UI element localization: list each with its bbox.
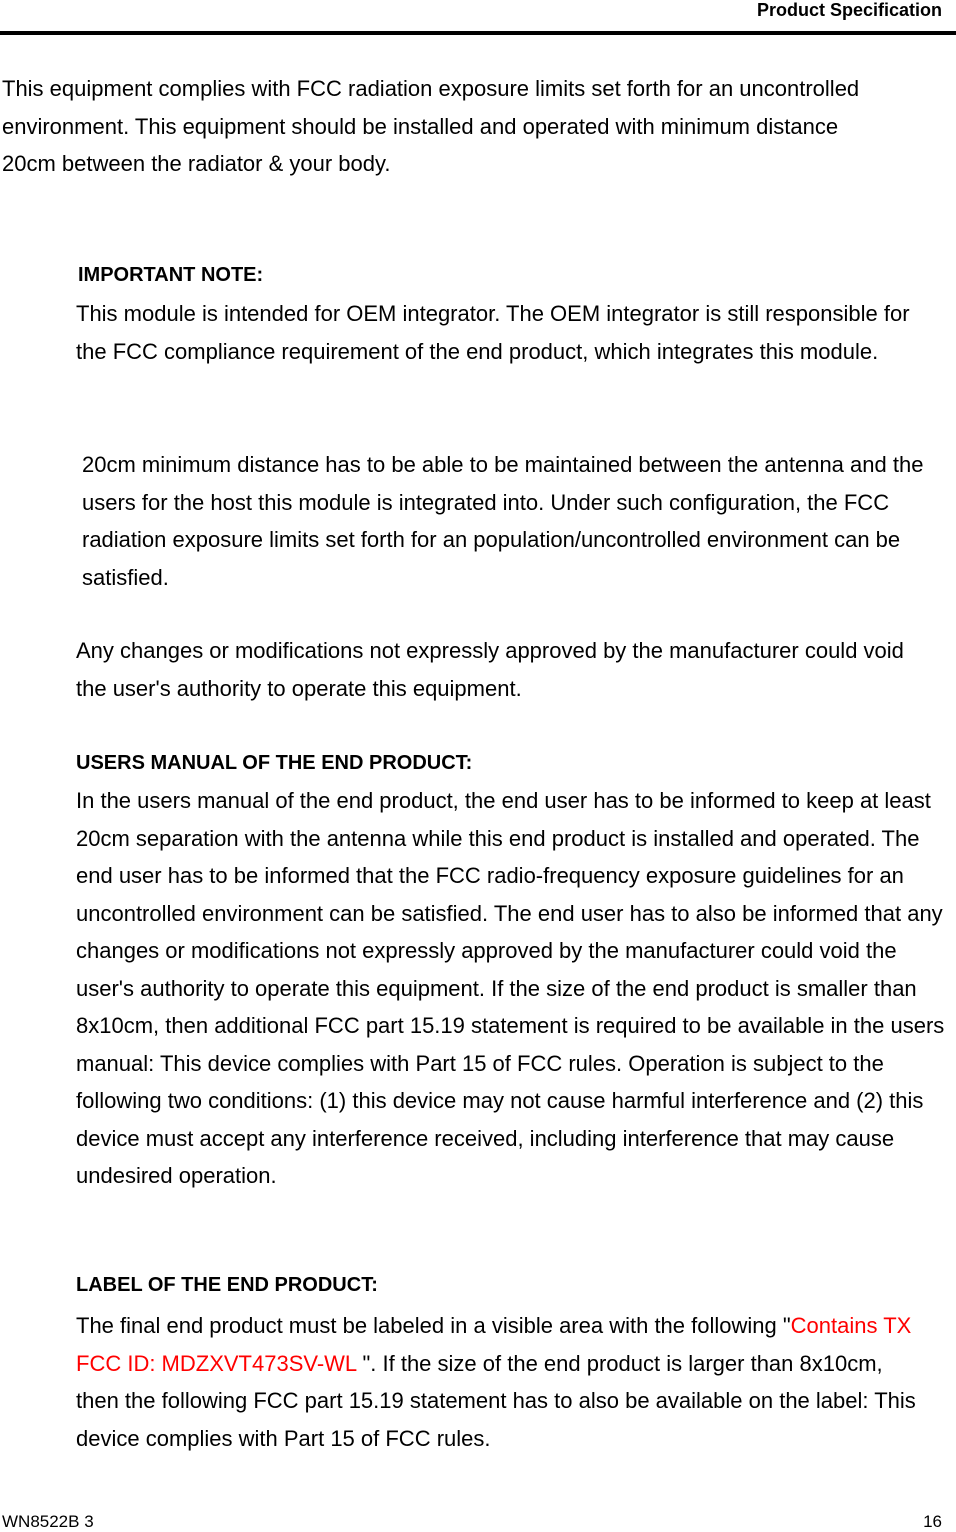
label-text-before: The final end product must be labeled in a visible area with the following " (76, 1313, 791, 1338)
important-note-heading: IMPORTANT NOTE: (78, 264, 264, 286)
users-manual-paragraph: In the users manual of the end product, the end user has to be informed to keep at least 20cm separation with the antenna while this end product is installed and operated. The end user has to be informed that the FCC radio-frequency exposure guidelines for an uncontrolled environment can be satisfied. The end user has to also be informed that any changes or modifications not expressly approved by the manufacturer could void the user's authority to operate this equipment. If the size of the end product is smaller than 8x10cm, then additional FCC part 15.19 statement is required to be available in the users manual: This device complies with Part 15 of FCC rules. Operation is subject to the following two conditions: (1) this device may not cause harmful interference and (2) this device must accept any interference received, including interference that may cause undesired operation. (76, 788, 945, 1188)
label-paragraph (76, 1307, 926, 1457)
intro-paragraph: This equipment complies with FCC radiation exposure limits set forth for an uncontrolled environment. This equipment should be installed and operated with minimum distance 20cm between the radiator & your body. (2, 76, 860, 176)
footer-page-number: 16 (923, 1512, 942, 1531)
users-manual-heading: USERS MANUAL OF THE END PRODUCT: (76, 752, 473, 774)
header-divider (0, 31, 956, 35)
footer-document-id: WN8522B 3 (2, 1512, 94, 1531)
oem-integrator-paragraph: This module is intended for OEM integrator. The OEM integrator is still responsible for the FCC compliance requirement of the end product, which integrates this module. (76, 301, 910, 364)
label-heading: LABEL OF THE END PRODUCT: (76, 1274, 378, 1296)
modifications-paragraph: Any changes or modifications not expressly approved by the manufacturer could void the user's authority to operate this equipment. (76, 638, 904, 701)
minimum-distance-paragraph: 20cm minimum distance has to be able to be maintained between the antenna and the users for the host this module is integrated into. Under such configuration, the FCC radiation exposure limits set forth for an population/uncontrolled environment can be satisfied. (82, 452, 924, 590)
page-header-title: Product Specification (756, 0, 942, 20)
fcc-id-text: Contains TX FCC ID: MDZXVT473SV-WL (76, 1313, 912, 1376)
label-text-after: ". If the size of the end product is larger than 8x10cm, then the following FCC part 15.19 statement has to also be available on the label: This device complies with Part 15 of FCC rules. (76, 1350, 916, 1451)
